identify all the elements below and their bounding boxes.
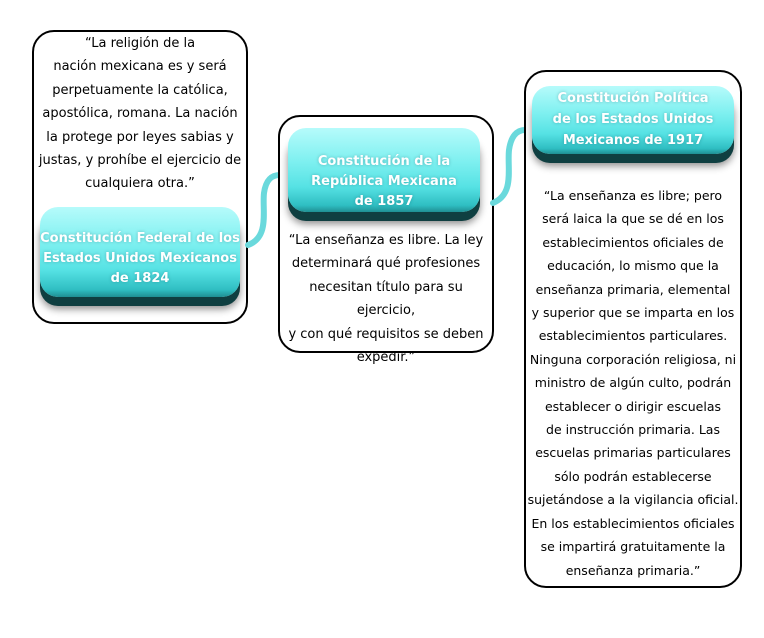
quote-1917: “La enseñanza es libre; pero será laica la que se dé en los establecimientos oficiales de educación, lo mismo que la enseñanza primaria, elemental y superior que se imparta en los establecimientos particulares. Ninguna corporación religiosa, ni ministro de algún culto, podrán establecer o dirigir escuelas de instrucción primaria. Las escuelas primarias particulares sólo podrán establecerse sujetándose a la vigilancia oficial. En los establecimientos oficiales se impartirá gratuitamente la enseñanza primaria.” [527, 188, 739, 578]
title-1857: Constitución de la República Mexicana de 1857 [288, 128, 480, 212]
quote-1824: “La religión de la nación mexicana es y será perpetuamente la católica, apostólica, romana. La nación la protege por leyes sabias y justas, y prohíbe el ejercicio de cualquiera otra.” [38, 36, 242, 192]
quote-1857: “La enseñanza es libre. La ley determinará qué profesiones necesitan título para su ejercicio, y con qué requisitos se deben expedir.” [288, 233, 484, 366]
connector-1857-1917-path [493, 130, 525, 203]
title-1824: Constitución Federal de los Estados Unidos Mexicanos de 1824 [40, 207, 240, 297]
connector-1824-1857-path [248, 175, 280, 245]
title-1917: Constitución Política de los Estados Unidos Mexicanos de 1917 [532, 86, 734, 154]
